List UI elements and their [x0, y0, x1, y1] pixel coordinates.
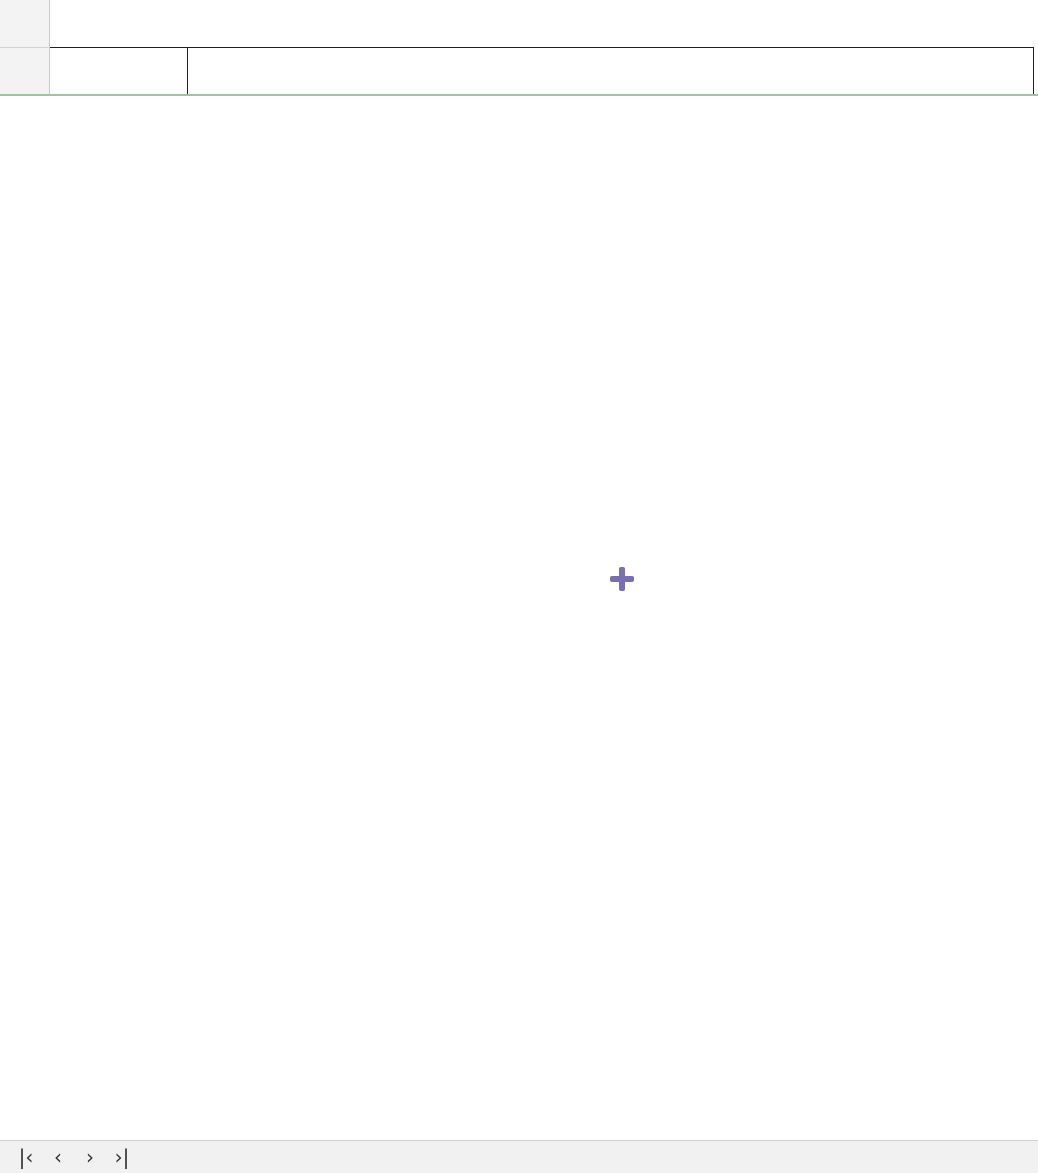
sheet-tab-bar [0, 1140, 1038, 1173]
prev-sheet-icon[interactable]: ‹ [54, 1145, 62, 1169]
row-header-2[interactable] [0, 48, 50, 95]
sheet-title-cell[interactable] [50, 0, 1034, 48]
plus-emoji-icon [608, 565, 636, 593]
next-sheet-icon[interactable]: › [86, 1145, 94, 1169]
company-name-header[interactable] [50, 48, 188, 95]
reason-header[interactable] [188, 48, 1034, 95]
first-sheet-icon[interactable]: |‹ [18, 1145, 34, 1169]
freeze-pane-line [0, 94, 1038, 96]
row-header-1[interactable] [0, 0, 50, 48]
last-sheet-icon[interactable]: ›| [114, 1145, 130, 1169]
